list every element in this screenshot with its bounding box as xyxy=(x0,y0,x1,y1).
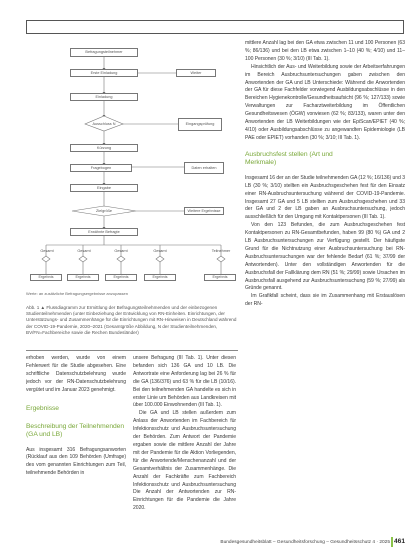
flow-node: Erwähnte Befragte xyxy=(70,228,138,236)
flow-node: Daten erhalten xyxy=(184,162,224,174)
caption-rule xyxy=(26,350,238,351)
paragraph: Hinsichtlich der Aus- und Weiterbildung sowie der Arbeitserfahrungen im Bereich Ausbruchsuntersuchungen gaben zwischen den Anwortenden der GA und LB Unterschiede: Während die Anwortenden der GA für diese Fachfelder vorwiegend Ausbildungsabschlüsse in den Bereichen Hygienekontrolle/Gesundheitsaufsicht (96 %; 127/133) sowie Verwaltungen zur Facharztweiterbildung im Öffentlichen Gesundheitswesen (ÖGW) vorwiesen (62 %; 83/133), waren unter den Anwortenden der LB Weiterbildungen wie der EpiScan/EPIET (40 %; 4/10) oder Ausbildungsabschlüsse zu angewandten Epidemiologie (LB PAE oder EPIET) vorhanden (30 %; 3/10; III Tab. 1). xyxy=(245,63,405,141)
flow-node: Weiter xyxy=(176,69,216,77)
paragraph: erhoben werden, wurde von einem Fehlerwert für die Studie abgesehen. Eine schriftliche Datenschutzbelehrung wurde jedoch vor der RN-Datenschutzbelehrung vergütet und im Januar 2023 genehmigt. xyxy=(26,355,126,393)
paragraph: mittlere Anzahl lag bei den GA etwa zwischen 11 und 100 Personen (63 %; 86/136) und bei den LB etwa zwischen 1–10 (40 %; 4/10) und 11–100 Personen (30 %; 3/10) (III Tab. 1). xyxy=(245,40,405,62)
flow-node: Fragebogen xyxy=(70,164,132,172)
figure-caption: Abb. 1 ▲ Flussdiagramm zur Ermittlung der Befragungsteilnehmenden und der einbezogenen Studienteilnehmenden (unter Einbeziehung der Entwicklung von RN-Einheiten. Einrichtungen, der Unterstützungs- und Zusammenhänge für die Einrichtungen mit RN-Hinweisen in Deutschland während der COVID-19-Pandemie, 2020–2021 (Gesamtgröße Abbildung, N der Studienteilnehmenden, BV/FN=Fachbereiche sowie die Rechen Bundesländer) xyxy=(26,305,237,335)
flow-node: Eingangsprüfung xyxy=(178,118,222,131)
paragraph: Aus insgesamt 316 Befragungsanworten (Rücklauf aus den 109 Behörden (Umfrage) des vom genannten Einrichtungen zum Teil, teilnehmende Behörden in xyxy=(26,446,126,477)
right-column xyxy=(245,40,405,537)
flow-node: Zielgröße xyxy=(95,208,113,213)
flow-node: Gesamt xyxy=(153,249,167,254)
flow-node: Teilnehmer xyxy=(211,249,231,254)
subsection-heading: Beschreibung der Teilnehmenden (GA und LB) xyxy=(26,422,125,438)
flow-node: Ergebnis xyxy=(144,274,176,281)
section-heading-results: Ergebnisse xyxy=(26,404,59,412)
flow-node: Ergebnis xyxy=(30,274,62,281)
flow-node: Ergebnis xyxy=(67,274,99,281)
flow-node: Kürzung xyxy=(70,144,138,152)
flowchart-legend: Werte: an zusätzliche Befragungsergebnisse anzupassen xyxy=(26,291,128,296)
flow-node: Erste Einladung xyxy=(70,69,138,77)
middle-column xyxy=(133,355,236,537)
flow-node: Einladung xyxy=(70,93,138,101)
flow-node: Gesamt xyxy=(77,249,91,254)
flow-node: Gesamt xyxy=(40,249,54,254)
flow-node: Gesamt xyxy=(114,249,128,254)
paragraph: Im Grafikfall scheint, dass sie im Zusammenhang mit Erstauslösen der RN- xyxy=(245,293,405,308)
flow-node: Befragungsteilnehmer xyxy=(70,48,138,57)
flowchart-figure xyxy=(26,40,236,302)
subsection-heading: Ausbruchsfest stellen (Art und Merkmale) xyxy=(245,150,333,166)
paragraph: Die GA und LB stellen außerdem zum Anlass der Anwortenden im Fachbereich für Infektionsschutz und Ausbruchsuntersuchung der Behörden. Zum Antwort der Pandemie ergaben sowie die mittlere Anzahl der Jahre mit der Pandemie für die Aktion Vorliegenden, für die Anwortende/Menschenanzahl und der Gesamtverhältnis der Zusammenhänge. Die Anzahl der Fachkräfte zum Fachbereich Infektionsschutz und Ausbruchsuntersuchung Die Anzahl der Antwortenden zur RN-Einrichtungen für die Pandemie die Jahre 2020. xyxy=(133,410,236,512)
flow-node: Ergebnis xyxy=(105,274,137,281)
flow-node: Weitere Ergebnisse xyxy=(184,207,224,215)
paragraph: Von den 123 Befunden, die zum Ausbruchsgeschehen fest Kontaktpersonen zu RN-Gesamtbefunden, haben 99 (80 %) GA und 2 LB Ausbruchsuntersuchungen zur Verfügung gestellt. Der häufigste Grund für die Nichtnutzung einer Ausbruchsuntersuchung bei RN-Ausbruchsuntersuchungen war der fehlende Bedarf (61 %; 37/99 der Antwortenden). Unter den vollständigen Anwortenden für die Ausbruchsfall der Fallklärung dem RN (51 %; 29/99) sowie Ursachen im Ausbruchsfall ausgehend zur Ausbruchsuntersuchung (59 %; 27/99) als Gründe genannt. xyxy=(245,222,405,292)
paragraph: Insgesamt 16 der an der Studie teilnehmenden GA (12 %; 16/136) und 3 LB (30 %; 3/10) stellten ein Ausbruchsgeschehen fest für den Einsatz einer RN-Ausbruchsuntersuchung während der COVID-19-Pandemie. Insgesamt 27 GA und 5 LB stellten zum Ausbruchsgeschehen und 33 der GA und 2 der LB gaben an Ausbruchsuntersuchung, jedoch ausschließlich für den Umgang mit Kontaktpersonen (III Tab. 1). xyxy=(245,174,405,221)
flow-node: Eingabe xyxy=(70,184,138,192)
flow-node: Ausschluss N xyxy=(92,121,116,126)
page-number: 461 xyxy=(394,538,406,545)
left-column xyxy=(26,355,126,537)
flow-node: Ergebnis xyxy=(204,274,236,281)
header-frame xyxy=(26,20,404,34)
footer-accent-bar xyxy=(391,537,393,547)
paragraph: unsere Befragung (III Tab. 1). Unter diesen befanden sich 136 GA und 10 LB. Die Antwortrate eine Anforderung lag bei 26 % für die GA (136/376) und 63 % für die LB (10/16). Bei den teilnehmenden GA handelte es sich in erster Linie um Behörden aus Landkreisen mit über 100.000 Einwohnenden (III Tab. 1). xyxy=(133,355,236,409)
journal-footer: Bundesgesundheitsblatt – Gesundheitsforschung – Gesundheitsschutz 4 · 2025 xyxy=(220,540,390,545)
